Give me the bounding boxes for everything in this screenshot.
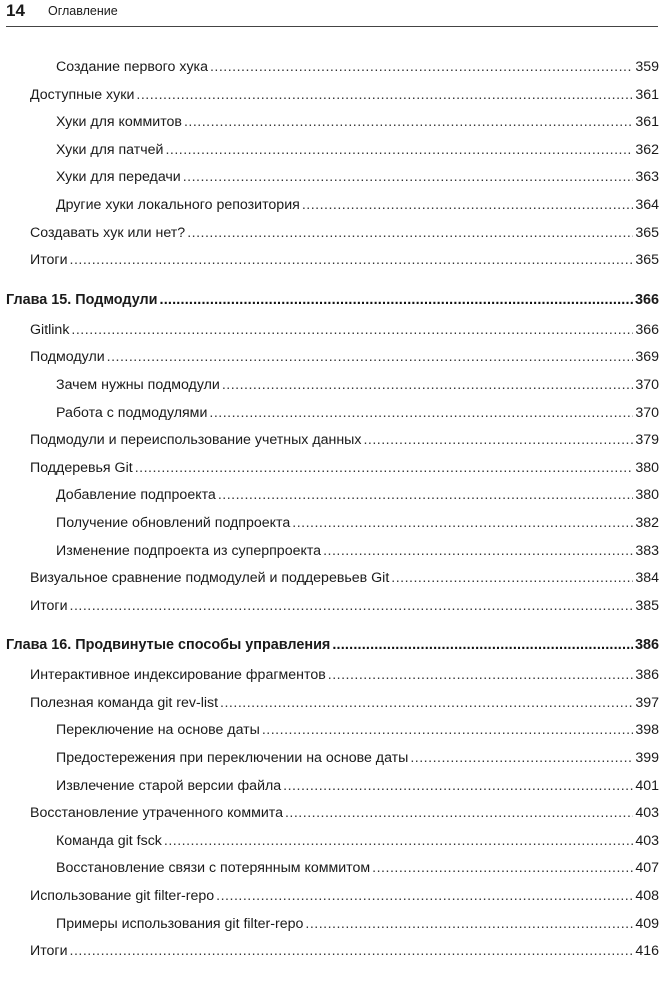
- toc-entry-title: Хуки для передачи: [56, 169, 181, 186]
- toc-entry-page: 401: [635, 777, 659, 794]
- toc-entry-title: Команда git fsck: [56, 832, 162, 849]
- toc-entry-page: 370: [635, 404, 659, 421]
- toc-entry-page: 369: [635, 349, 659, 366]
- toc-entry-title: Итоги: [30, 943, 68, 960]
- toc-entry-page: 359: [635, 59, 659, 75]
- toc-entry-title: Глава 16. Продвинутые способы управления: [6, 637, 331, 654]
- toc-entry-title: Глава 15. Подмодули: [6, 291, 158, 308]
- toc-entry-title: Подмодули и переиспользование учетных данных: [30, 432, 362, 449]
- dot-leader: [372, 860, 633, 876]
- dot-leader: [283, 778, 633, 794]
- toc-entry-title: Переключение на основе даты: [56, 722, 260, 739]
- toc-entry-title: Предостережения при переключении на основе даты: [56, 750, 409, 767]
- toc-entry-page: 363: [635, 169, 659, 186]
- toc-entry-page: 383: [635, 542, 659, 559]
- toc-entry-title: Создавать хук или нет?: [30, 224, 186, 241]
- toc-entry-title: Визуальное сравнение подмодулей и поддеревьев Git: [30, 570, 390, 587]
- running-title: Оглавление: [48, 4, 118, 18]
- page-number: 14: [6, 1, 25, 20]
- toc-entry-page: 386: [634, 637, 659, 654]
- toc-entry-page: 380: [635, 487, 659, 504]
- dot-leader: [210, 59, 633, 75]
- toc-entry: [6, 543, 659, 571]
- toc-entry-page: 362: [635, 141, 659, 158]
- toc-entry: [6, 598, 659, 626]
- dot-leader: [302, 197, 634, 213]
- toc-chapter-entry: [6, 292, 659, 322]
- dot-leader: [135, 460, 634, 476]
- toc-entry: [6, 943, 659, 971]
- toc-entry-title: Примеры использования git filter-repo: [56, 915, 304, 932]
- dot-leader: [164, 833, 633, 849]
- dot-leader: [184, 114, 633, 130]
- toc-entry-page: 416: [635, 943, 659, 960]
- dot-leader: [187, 225, 633, 241]
- toc-entry-title: Другие хуки локального репозитория: [56, 196, 300, 213]
- dot-leader: [391, 570, 633, 586]
- toc-entry-title: Добавление подпроекта: [56, 487, 216, 504]
- toc-entry-title: Полезная команда git rev-list: [30, 694, 219, 711]
- toc-entry-title: Хуки для коммитов: [56, 114, 182, 131]
- toc-entry-title: Gitlink: [30, 321, 70, 338]
- toc-entry-page: 361: [635, 86, 659, 103]
- toc-entry-page: 408: [635, 888, 659, 905]
- dot-leader: [328, 667, 634, 683]
- toc-entry: [6, 695, 659, 723]
- toc-entry-title: Поддеревья Git: [30, 459, 133, 476]
- toc-entry-title: Восстановление утраченного коммита: [30, 805, 283, 822]
- toc-entry: [6, 197, 659, 225]
- dot-leader: [363, 432, 633, 448]
- toc-entry-title: Интерактивное индексирование фрагментов: [30, 667, 326, 684]
- toc-entry: [6, 750, 659, 778]
- toc-entry-page: 382: [635, 514, 659, 531]
- toc-entry-page: 370: [635, 376, 659, 393]
- dot-leader: [165, 142, 633, 158]
- toc-entry: [6, 460, 659, 488]
- dot-leader: [136, 87, 633, 103]
- dot-leader: [262, 722, 633, 738]
- toc-entry: [6, 252, 659, 280]
- toc-entry-page: 365: [635, 252, 659, 269]
- dot-leader: [410, 750, 633, 766]
- toc-entry-title: Получение обновлений подпроекта: [56, 514, 291, 531]
- dot-leader: [220, 695, 633, 711]
- toc-entry: [6, 667, 659, 695]
- toc-entry-page: 403: [635, 805, 659, 822]
- toc-entry-page: 380: [635, 459, 659, 476]
- toc-entry-title: Хуки для патчей: [56, 141, 164, 158]
- dot-leader: [292, 515, 633, 531]
- toc-entry-title: Зачем нужны подмодули: [56, 376, 220, 393]
- toc-entry: [6, 87, 659, 115]
- toc-entry: [6, 169, 659, 197]
- toc-entry: [6, 432, 659, 460]
- toc-entry: [6, 515, 659, 543]
- dot-leader: [305, 916, 633, 932]
- toc-entry-page: 409: [635, 915, 659, 932]
- toc-entry: [6, 916, 659, 944]
- toc-entry-title: Доступные хуки: [30, 86, 135, 103]
- toc-entry: [6, 59, 659, 87]
- toc-entry: [6, 225, 659, 253]
- toc-entry-page: 403: [635, 832, 659, 849]
- toc-entry-page: 379: [635, 432, 659, 449]
- dot-leader: [209, 405, 633, 421]
- toc-entry-title: Итоги: [30, 597, 68, 614]
- toc-entry-title: Создание первого хука: [56, 59, 208, 75]
- toc-entry: [6, 405, 659, 433]
- toc-entry-title: Изменение подпроекта из суперпроекта: [56, 542, 322, 559]
- dot-leader: [71, 322, 633, 338]
- toc-entry-title: Использование git filter-repo: [30, 888, 215, 905]
- dot-leader: [218, 487, 634, 503]
- toc-entry: [6, 778, 659, 806]
- toc-entry-title: Подмодули: [30, 349, 105, 366]
- toc-entry: [6, 487, 659, 515]
- toc-entry: [6, 142, 659, 170]
- toc-entry: [6, 322, 659, 350]
- toc-entry-title: Извлечение старой версии файла: [56, 777, 282, 794]
- toc-entry-page: 386: [635, 667, 659, 684]
- dot-leader: [183, 169, 634, 185]
- toc-entry: [6, 888, 659, 916]
- toc-entry-page: 364: [635, 196, 659, 213]
- dot-leader: [216, 888, 633, 904]
- dot-leader: [332, 637, 633, 653]
- toc-entry-page: 365: [635, 224, 659, 241]
- table-of-contents: [6, 59, 659, 971]
- toc-entry-page: 397: [635, 694, 659, 711]
- toc-entry-page: 366: [635, 321, 659, 338]
- toc-entry-page: 407: [635, 860, 659, 877]
- dot-leader: [160, 292, 633, 308]
- toc-entry-title: Восстановление связи с потерянным коммитом: [56, 860, 371, 877]
- toc-entry-page: 398: [635, 722, 659, 739]
- toc-entry-title: Работа с подмодулями: [56, 404, 208, 421]
- toc-entry: [6, 114, 659, 142]
- toc-entry-page: 361: [635, 114, 659, 131]
- toc-entry: [6, 833, 659, 861]
- dot-leader: [70, 252, 634, 268]
- toc-entry-page: 384: [635, 570, 659, 587]
- toc-entry-page: 366: [634, 291, 659, 308]
- toc-entry: [6, 722, 659, 750]
- dot-leader: [107, 349, 634, 365]
- toc-entry-page: 385: [635, 597, 659, 614]
- toc-entry-page: 399: [635, 750, 659, 767]
- dot-leader: [323, 543, 633, 559]
- toc-entry: [6, 349, 659, 377]
- toc-entry-title: Итоги: [30, 252, 68, 269]
- page-header: [6, 0, 658, 27]
- toc-entry: [6, 860, 659, 888]
- dot-leader: [285, 805, 633, 821]
- toc-entry: [6, 805, 659, 833]
- toc-chapter-entry: [6, 637, 659, 667]
- toc-entry: [6, 377, 659, 405]
- toc-entry: [6, 570, 659, 598]
- dot-leader: [70, 943, 634, 959]
- dot-leader: [70, 598, 634, 614]
- dot-leader: [222, 377, 634, 393]
